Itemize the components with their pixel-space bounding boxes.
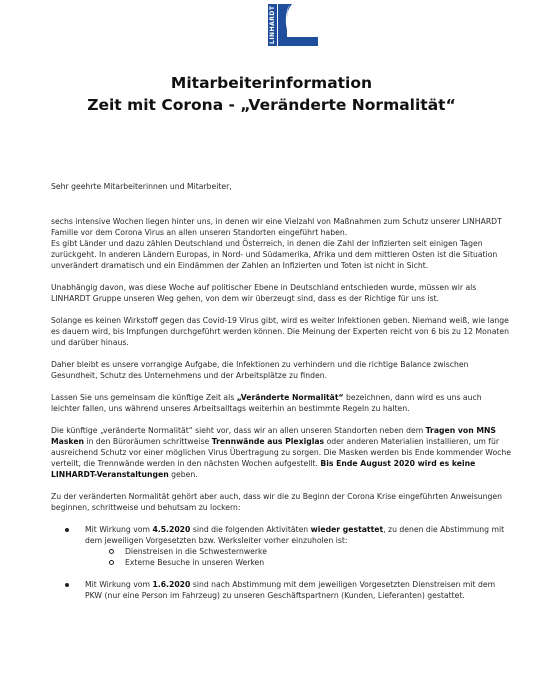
easing-list [51, 524, 513, 601]
sub-list [85, 546, 513, 568]
paragraph-intro: sechs intensive Wochen liegen hinter uns, in denen wir eine Vielzahl von Maßnahmen zum Schutz unserer LINHARDT Familie vor dem Corona Virus an allen unseren Standorten eingeführt haben. [51, 217, 502, 237]
list-item: Mit Wirkung vom 1.6.2020 sind nach Abstimmung mit dem jeweiligen Vorgesetzten Dienstreisen mit dem PKW (nur eine Person im Fahrzeug) zu unseren Geschäftspartnern (Kunden, Lieferanten) gestattet. [51, 579, 513, 601]
sub-list-item: Dienstreisen in die Schwesternwerke [85, 546, 513, 557]
sub-list-item: Externe Besuche in unseren Werken [85, 557, 513, 568]
paragraph-easing: Zu der veränderten Normalität gehört aber auch, dass wir die zu Beginn der Corona Krise eingeführten Anweisungen beginnen, schrittweise und behutsam zu lockern: [51, 492, 502, 512]
paragraph-new-normal: Lassen Sie uns gemeinsam die künftige Zeit als „Veränderte Normalität“ bezeichnen, dann wird es uns auch leichter fallen, uns während unseres Arbeitsalltags weiterhin an bestimmte Regeln zu halten. [51, 393, 482, 413]
logo-l-mark-icon [278, 4, 318, 46]
paragraph-priority: Daher bleibt es unsere vorrangige Aufgabe, die Infektionen zu verhindern und die richtige Balance zwischen Gesundheit, Schutz des Unternehmens und der Arbeitsplätze zu finden. [51, 360, 469, 380]
company-logo [268, 4, 318, 46]
paragraph-measures: Die künftige „veränderte Normalität“ sieht vor, dass wir an allen unseren Standorten neben dem Tragen von MNS Masken in den Büroräumen schrittweise Trennwände aus Plexiglas oder anderen Materialien installieren, um für ausreichend Schutz vor einer möglichen Virus Übertragung zu sorgen. Die Masken werden bis Ende kommender Woche verteilt, die Trennwände werden in den nächsten Wochen aufgestellt. Bis Ende August 2020 wird es keine LINHARDT-Veranstaltungen geben. [51, 426, 511, 479]
page-title-line-2: Zeit mit Corona - „Veränderte Normalität“ [87, 96, 456, 114]
paragraph-situation: Es gibt Länder und dazu zählen Deutschland und Österreich, in denen die Zahl der Infizierten seit einigen Tagen zurückgeht. In anderen Ländern Europas, in Nord- und Südamerika, Afrika und dem mittleren Osten ist die Situation unverändert dramatisch und ein Eindämmen der Zahlen an Infizierten und Toten ist nicht in Sicht. [51, 239, 498, 270]
letter-body [51, 181, 513, 612]
paragraph-vaccine: Solange es keinen Wirkstoff gegen das Covid-19 Virus gibt, wird es weiter Infektionen geben. Niemand weiß, wie lange es dauern wird, bis Impfungen durchgeführt werden können. Die Meinung der Experten reicht von 6 bis zu 12 Monaten und darüber hinaus. [51, 316, 510, 347]
logo-brand-text: LINHARDT [269, 5, 276, 45]
page-title-line-1: Mitarbeiterinformation [170, 74, 373, 92]
list-item: Mit Wirkung vom 4.5.2020 sind die folgenden Aktivitäten wieder gestattet, zu denen die Abstimmung mit dem jeweiligen Vorgesetzten bzw. Werksleiter vorher einzuholen ist: Dienstreisen in die Schwesternwerke Externe Besuche in unseren Werken [51, 524, 513, 568]
greeting: Sehr geehrte Mitarbeiterinnen und Mitarbeiter, [51, 182, 232, 191]
paragraph-independent-way: Unabhängig davon, was diese Woche auf politischer Ebene in Deutschland entschieden wurde, müssen wir als LINHARDT Gruppe unseren Weg gehen, von dem wir überzeugt sind, dass es der Richtige für uns ist. [51, 283, 477, 303]
